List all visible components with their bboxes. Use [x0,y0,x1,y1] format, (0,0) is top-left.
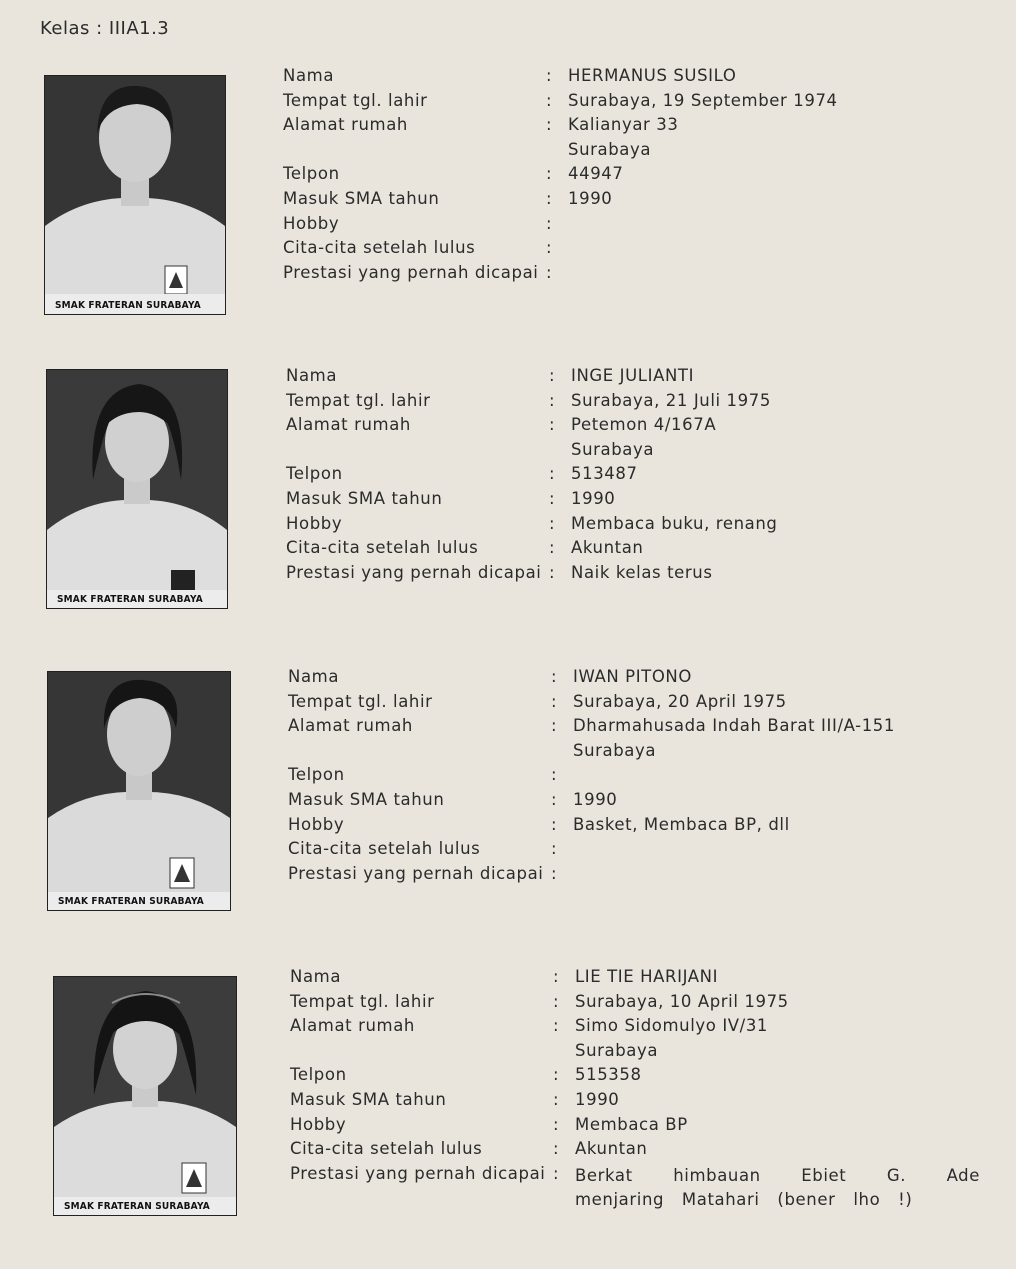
student-photo [47,671,231,911]
label-masuk: Masuk SMA tahun [288,789,445,809]
student-photo [44,75,226,315]
label-nama: Nama [290,967,342,986]
label-telpon: Telpon [286,464,343,484]
value-nama: LIE TIE HARIJANI [575,967,719,986]
label-nama: Nama [286,366,338,385]
value-nama: HERMANUS SUSILO [568,66,737,85]
label-hobby: Hobby [283,213,340,233]
label-prestasi: Prestasi yang pernah dicapai [283,262,539,282]
label-hobby: Hobby [288,814,345,834]
class-heading: Kelas : IIIA1.3 [40,18,170,39]
label-cita: Cita-cita setelah lulus [283,238,476,258]
label-tempat: Tempat tgl. lahir [286,390,431,410]
value-cita: Akuntan [571,538,644,558]
value-masuk: 1990 [573,789,618,809]
label-nama: Nama [283,66,335,85]
label-tempat: Tempat tgl. lahir [290,991,435,1011]
photo-caption: SMAK FRATERAN SURABAYA [64,1201,210,1212]
label-tempat: Tempat tgl. lahir [283,90,428,110]
value-prestasi: Berkat himbauan Ebiet G. Ade menjaring Matahari (bener lho !) [575,1165,980,1210]
label-prestasi: Prestasi yang pernah dicapai [286,562,542,582]
value-kota: Surabaya [575,1040,659,1060]
value-tempat: Surabaya, 10 April 1975 [575,991,789,1011]
label-masuk: Masuk SMA tahun [283,188,440,208]
label-cita: Cita-cita setelah lulus [288,839,481,859]
label-cita: Cita-cita setelah lulus [286,538,479,558]
label-telpon: Telpon [283,164,340,184]
value-tempat: Surabaya, 19 September 1974 [568,90,838,110]
value-nama: IWAN PITONO [573,667,692,686]
label-telpon: Telpon [290,1065,347,1085]
value-alamat: Dharmahusada Indah Barat III/A-151 [573,716,895,736]
label-prestasi: Prestasi yang pernah dicapai [288,863,544,883]
value-kota: Surabaya [571,439,655,459]
value-alamat: Kalianyar 33 [568,115,679,135]
label-masuk: Masuk SMA tahun [286,488,443,508]
label-hobby: Hobby [286,513,343,533]
photo-caption: SMAK FRATERAN SURABAYA [58,896,204,907]
value-hobby: Membaca BP [575,1114,688,1134]
photo-caption: SMAK FRATERAN SURABAYA [55,300,201,311]
value-alamat: Petemon 4/167A [571,415,717,435]
label-alamat: Alamat rumah [290,1016,415,1036]
value-nama: INGE JULIANTI [571,366,695,385]
photo-caption: SMAK FRATERAN SURABAYA [57,594,203,605]
value-prestasi: Naik kelas terus [571,562,713,582]
value-telpon: 44947 [568,164,624,184]
student-photo [53,976,237,1216]
label-prestasi: Prestasi yang pernah dicapai [290,1163,546,1183]
label-tempat: Tempat tgl. lahir [288,691,433,711]
label-cita: Cita-cita setelah lulus [290,1139,483,1159]
label-masuk: Masuk SMA tahun [290,1089,447,1109]
value-masuk: 1990 [571,488,616,508]
value-telpon: 513487 [571,464,638,484]
label-alamat: Alamat rumah [286,415,411,435]
value-tempat: Surabaya, 20 April 1975 [573,691,787,711]
value-kota: Surabaya [568,139,652,159]
value-cita: Akuntan [575,1139,648,1159]
value-hobby: Membaca buku, renang [571,513,778,533]
value-kota: Surabaya [573,740,657,760]
label-telpon: Telpon [288,765,345,785]
value-hobby: Basket, Membaca BP, dll [573,814,790,834]
label-nama: Nama [288,667,340,686]
value-masuk: 1990 [568,188,613,208]
label-alamat: Alamat rumah [288,716,413,736]
value-telpon: 515358 [575,1065,642,1085]
label-alamat: Alamat rumah [283,115,408,135]
student-photo [46,369,228,609]
value-masuk: 1990 [575,1089,620,1109]
value-alamat: Simo Sidomulyo IV/31 [575,1016,769,1036]
value-tempat: Surabaya, 21 Juli 1975 [571,390,771,410]
label-hobby: Hobby [290,1114,347,1134]
